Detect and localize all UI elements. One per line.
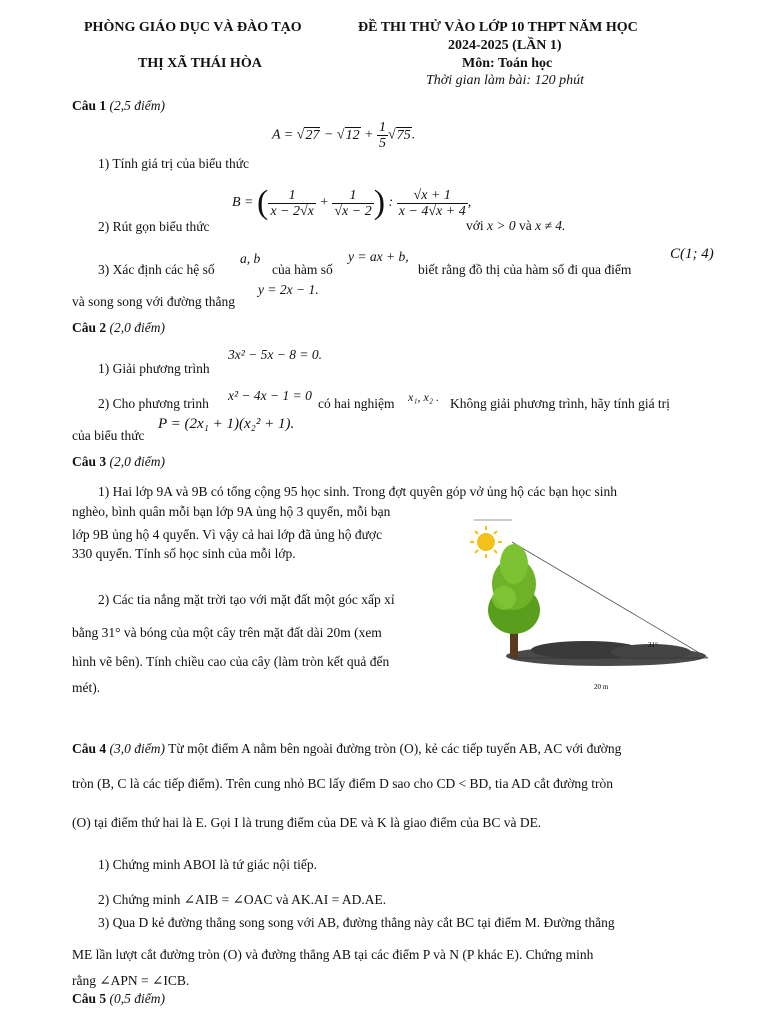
q3-line6: bằng 31° và bóng của một cây trên mặt đất dài 20m (xem [72, 625, 382, 640]
q2-part2-c: Không giải phương trình, hãy tính giá trị [450, 396, 670, 411]
q2-part2-d: của biểu thức [72, 428, 145, 443]
q1-part3-b: của hàm số [272, 262, 333, 277]
q3-heading: Câu 3 (2,0 điểm) [72, 454, 165, 469]
sun-icon [470, 526, 502, 558]
q3-line4: 330 quyển. Tính số học sinh của mỗi lớp. [72, 546, 296, 561]
q1-part3-fn: y = ax + b, [348, 249, 409, 264]
q2-part1-eq: 3x² − 5x − 8 = 0. [228, 347, 322, 362]
q2-heading: Câu 2 (2,0 điểm) [72, 320, 165, 335]
q1-part2: 2) Rút gọn biểu thức [98, 219, 210, 234]
q2-part2-a: 2) Cho phương trình [98, 396, 209, 411]
header-exam-title: ĐỀ THI THỬ VÀO LỚP 10 THPT NĂM HỌC [358, 20, 638, 35]
header-dept: PHÒNG GIÁO DỤC VÀ ĐÀO TẠO [84, 20, 302, 35]
q3-line1: 1) Hai lớp 9A và 9B có tổng cộng 95 học sinh. Trong đợt quyên góp vở ủng hộ các bạn học sinh [98, 484, 617, 499]
q5-heading: Câu 5 (0,5 điểm) [72, 991, 165, 1006]
angle-label: 31° [648, 641, 658, 649]
q1-part3-d: và song song với đường thẳng [72, 294, 235, 309]
q3-line8: mét). [72, 680, 101, 695]
q4-line4: 1) Chứng minh ABOI là tứ giác nội tiếp. [98, 857, 317, 872]
q1-part3-point: C(1; 4) [670, 246, 714, 262]
q4-line6: 3) Qua D kẻ đường thẳng song song với AB, đường thẳng này cắt BC tại điểm M. Đường thẳng [98, 915, 615, 930]
tree-shadow-figure [446, 518, 716, 698]
q1-heading: Câu 1 (2,5 điểm) [72, 98, 165, 113]
header-time: Thời gian làm bài: 120 phút [426, 73, 584, 88]
q4-line2: tròn (B, C là các tiếp điểm). Trên cung nhỏ BC lấy điểm D sao cho CD < BD, tia AD cắt đường tròn [72, 776, 613, 791]
q3-line2: nghèo, bình quân mỗi bạn lớp 9A ủng hộ 3 quyển, mỗi bạn [72, 504, 391, 519]
q1-part3-c: biết rằng đồ thị của hàm số đi qua điểm [418, 262, 632, 277]
header-town: THỊ XÃ THÁI HÒA [138, 56, 262, 71]
q2-part2-expr: P = (2x₁ + 1)(x₂² + 1). [158, 416, 295, 432]
q4-line5: 2) Chứng minh ∠AIB = ∠OAC và AK.AI = AD.AE. [98, 892, 387, 907]
length-label: 20 m [594, 683, 609, 691]
q1-part1: 1) Tính giá trị của biểu thức [98, 156, 250, 171]
header-subject: Môn: Toán học [462, 56, 553, 71]
q1-part3-ab: a, b [240, 251, 261, 266]
q1-part2-condition: với x > 0 và x ≠ 4. [466, 218, 566, 233]
q4-line1: Câu 4 (3,0 điểm) Từ một điểm A nằm bên ngoài đường tròn (O), kẻ các tiếp tuyến AB, AC với đường [72, 741, 622, 756]
q4-line8: rằng ∠APN = ∠ICB. [72, 973, 190, 988]
q3-line7: hình vẽ bên). Tính chiều cao của cây (làm tròn kết quả đến [72, 654, 390, 669]
q1-expr-A: A = √27 − √12 + $\frac{1}{5}$ √75. [272, 120, 416, 151]
q3-line3: lớp 9B ủng hộ 4 quyển. Vì vậy cả hai lớp đã ủng hộ được [72, 527, 383, 542]
q2-part2-roots: x₁, x₂ . [408, 390, 439, 404]
q4-line7: ME lần lượt cắt đường tròn (O) và đường thẳng AB tại các điểm P và N (P khác E). Chứng minh [72, 947, 594, 962]
tree-canopy [488, 544, 540, 634]
tree-shadow [506, 641, 706, 666]
q2-part2-eq: x² − 4x − 1 = 0 [228, 388, 312, 403]
q3-line5: 2) Các tia nắng mặt trời tạo với mặt đất một góc xấp xỉ [98, 592, 395, 607]
q1-expr-B: B = ( $\frac{1}{x - 2√x}$ + $\frac{1}{√x - 2}$ ) : $\frac{√x + 1}{x - 4√x + 4}$ , [232, 184, 472, 221]
q4-line3: (O) tại điểm thứ hai là E. Gọi I là trung điểm của DE và K là giao điểm của BC và DE. [72, 815, 542, 830]
header-year: 2024-2025 (LẦN 1) [448, 38, 562, 53]
q1-part3-a: 3) Xác định các hệ số [98, 262, 215, 277]
q1-part3-line: y = 2x − 1. [258, 282, 319, 297]
q2-part1: 1) Giải phương trình [98, 361, 210, 376]
q2-part2-b: có hai nghiệm [318, 396, 395, 411]
